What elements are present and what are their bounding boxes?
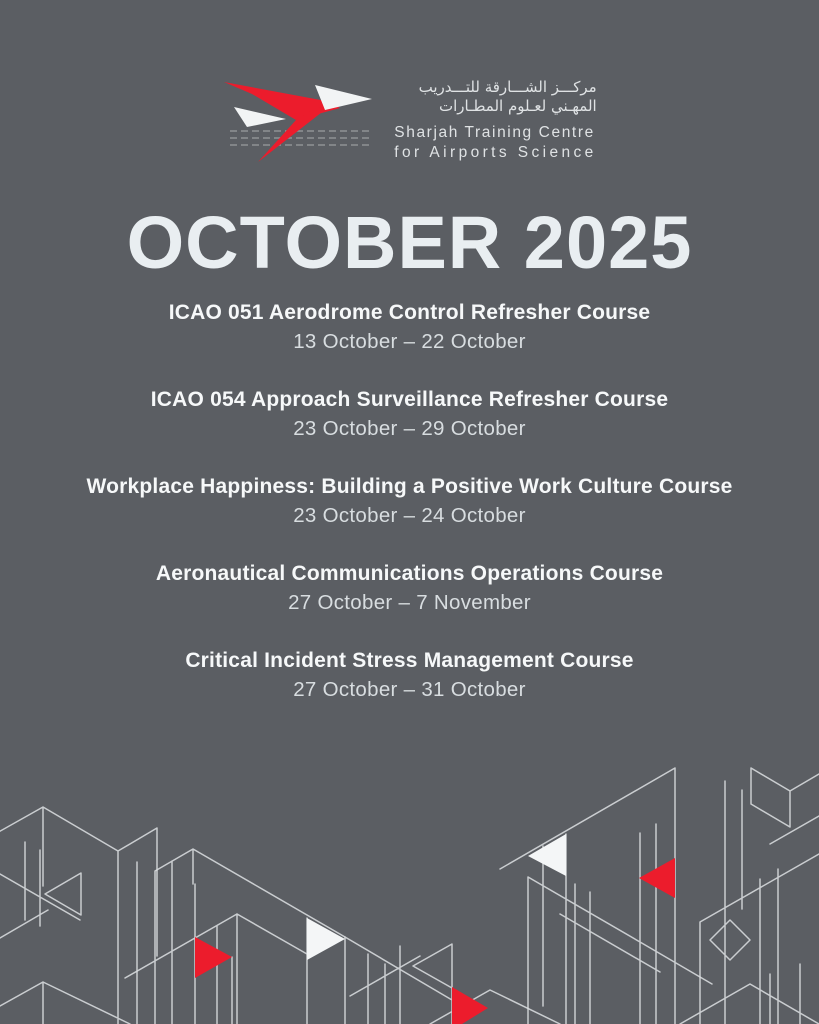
red-triangle bbox=[639, 858, 675, 898]
logo-arabic-line1: مركـــز الشـــارقة للتـــدريب bbox=[418, 78, 597, 96]
red-triangle bbox=[452, 987, 488, 1024]
course-name: Critical Incident Stress Management Course bbox=[185, 649, 634, 672]
course-item bbox=[0, 473, 819, 530]
course-dates: 23 October – 29 October bbox=[293, 417, 526, 440]
course-name: ICAO 051 Aerodrome Control Refresher Course bbox=[168, 301, 651, 324]
pattern-lines-left bbox=[0, 807, 157, 1024]
course-dates: 27 October – 31 October bbox=[293, 678, 526, 701]
course-item bbox=[0, 386, 819, 443]
course-item bbox=[0, 560, 819, 617]
page-title: OCTOBER 2025 bbox=[126, 201, 693, 284]
logo-arabic-line2: المهـني لعـلوم المطـارات bbox=[439, 97, 597, 115]
course-name: Aeronautical Communications Operations Course bbox=[155, 562, 664, 585]
pattern-lines-right bbox=[680, 768, 819, 1024]
red-triangle bbox=[195, 937, 232, 978]
pattern-lines-center bbox=[307, 918, 560, 1024]
logo-english-line1: Sharjah Training Centre bbox=[394, 124, 595, 141]
falcon-left-wing-shape bbox=[234, 107, 286, 127]
course-item bbox=[0, 299, 819, 356]
logo-english-block bbox=[394, 123, 596, 163]
course-name: Workplace Happiness: Building a Positive Work Culture Course bbox=[86, 475, 733, 498]
logo-text-block bbox=[394, 76, 596, 163]
falcon-right-wing-shape bbox=[315, 85, 372, 110]
header-logo bbox=[0, 76, 819, 168]
pattern-lines-center-right bbox=[500, 768, 712, 1024]
falcon-logo-icon bbox=[222, 76, 372, 168]
course-dates: 23 October – 24 October bbox=[293, 504, 526, 527]
white-triangle bbox=[307, 918, 345, 960]
course-dates: 13 October – 22 October bbox=[293, 330, 526, 353]
geometric-pattern bbox=[0, 724, 819, 1024]
course-list bbox=[0, 299, 819, 704]
course-name: ICAO 054 Approach Surveillance Refresher Course bbox=[150, 388, 669, 411]
logo-english-line2: for Airports Science bbox=[394, 144, 597, 161]
course-dates: 27 October – 7 November bbox=[288, 591, 531, 614]
course-item bbox=[0, 647, 819, 704]
white-triangle bbox=[528, 834, 566, 876]
